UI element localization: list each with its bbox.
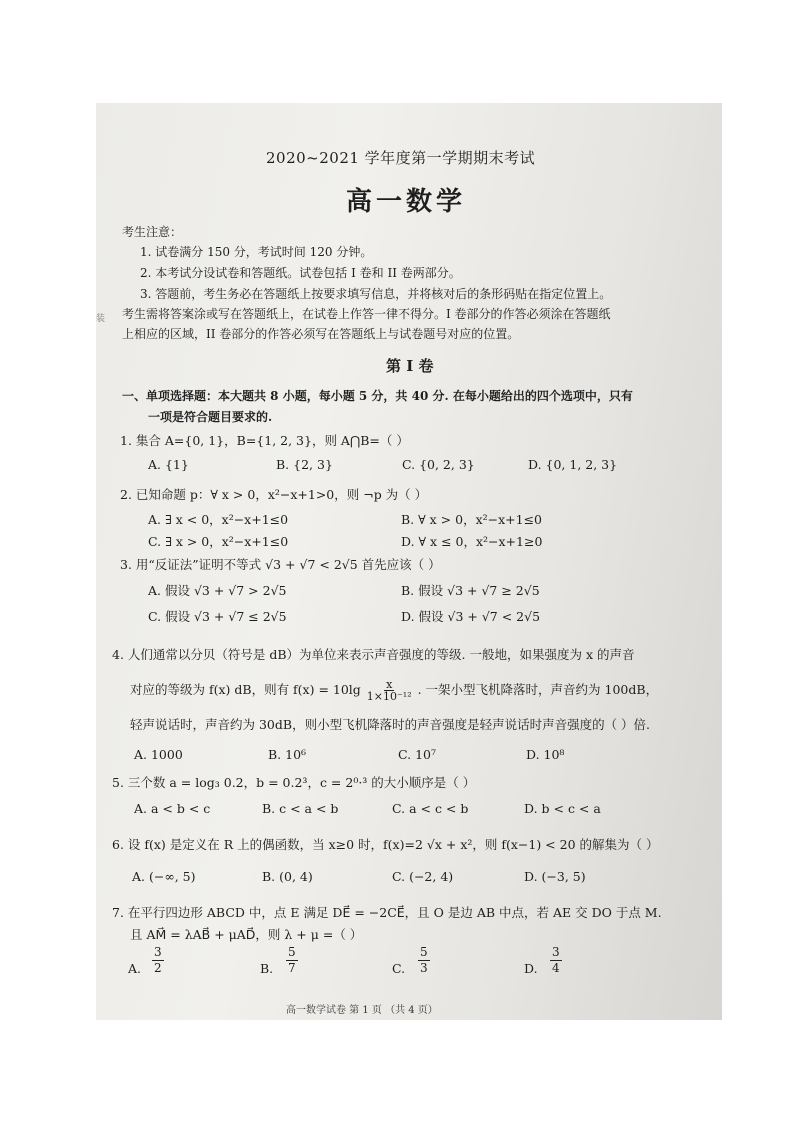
- q7-option-b-value: [286, 945, 298, 976]
- q4-fraction-denominator: 1×10⁻¹²: [366, 690, 412, 703]
- subject-title: 高一数学: [346, 187, 467, 217]
- exam-header: 2020~2021 学年度第一学期期末考试: [266, 149, 536, 167]
- q4-fraction: [365, 679, 414, 702]
- q7-option-c-letter: C.: [392, 961, 406, 976]
- q2-option-b: B. ∀ x > 0，x²−x+1≤0: [401, 512, 543, 527]
- q4-fraction-numerator: x: [386, 678, 393, 691]
- exam-sheet: [96, 103, 722, 1020]
- question-4-line-1: 4. 人们通常以分贝（符号是 dB）为单位来表示声音强度的等级. 一般地，如果强度为 x 的声音: [112, 647, 635, 662]
- q3-option-b: B. 假设 √3 + √7 ≥ 2√5: [401, 583, 540, 598]
- q5-option-a: A. a < b < c: [134, 801, 211, 816]
- question-4-line-3: 轻声说话时，声音约为 30dB，则小型飞机降落时的声音强度是轻声说话时声音强度的（ ）倍.: [130, 717, 651, 732]
- notice-item-2: 2. 本考试分设试卷和答题纸。试卷包括 I 卷和 II 卷两部分。: [140, 266, 461, 280]
- q1-option-d: D. {0, 1, 2, 3}: [528, 457, 618, 472]
- notice-item-3-line-2: 考生需将答案涂或写在答题纸上，在试卷上作答一律不得分。I 卷部分的作答必须涂在答题纸: [122, 307, 611, 321]
- q5-option-c: C. a < c < b: [392, 801, 469, 816]
- margin-mark: 装: [96, 314, 106, 324]
- question-7-line-1: 7. 在平行四边形 ABCD 中，点 E 满足 DE⃗ = −2CE⃗，且 O 是边 AB 中点，若 AE 交 DO 于点 M.: [112, 905, 662, 920]
- q7-d-numerator: 3: [552, 945, 560, 959]
- q4-line-2-part-1: 对应的等级为 f(x) dB，则有 f(x) = 10lg: [130, 682, 365, 697]
- page-footer: 高一数学试卷 第 1 页 （共 4 页）: [286, 1005, 438, 1016]
- q7-option-a-letter: A.: [128, 961, 142, 976]
- q7-a-denominator: 2: [154, 961, 162, 975]
- q6-option-c: C. (−2, 4): [392, 869, 454, 884]
- q3-option-a: A. 假设 √3 + √7 > 2√5: [148, 583, 287, 598]
- q2-option-a: A. ∃ x < 0，x²−x+1≤0: [148, 512, 289, 527]
- q3-option-d: D. 假设 √3 + √7 < 2√5: [401, 609, 541, 624]
- q2-option-c: C. ∃ x > 0，x²−x+1≤0: [148, 534, 289, 549]
- q1-option-c: C. {0, 2, 3}: [402, 457, 475, 472]
- q7-a-numerator: 3: [154, 945, 162, 959]
- notice-item-3-line-3: 上相应的区域，II 卷部分的作答必须写在答题纸上与试卷题号对应的位置。: [122, 327, 520, 341]
- part-instruction-line-1: 一、单项选择题：本大题共 8 小题，每小题 5 分，共 40 分. 在每小题给出的四个选项中，只有: [122, 389, 633, 403]
- question-7-line-2: 且 AM⃗ = λAB⃗ + μAD⃗，则 λ + μ =（ ）: [130, 927, 363, 942]
- q7-option-d-value: [550, 945, 562, 976]
- q5-option-d: D. b < c < a: [524, 801, 601, 816]
- question-6: 6. 设 f(x) 是定义在 R 上的偶函数，当 x≥0 时，f(x)=2 √x + x²，则 f(x−1) < 20 的解集为（ ）: [112, 837, 659, 852]
- q7-option-b-letter: B.: [260, 961, 274, 976]
- q1-option-b: B. {2, 3}: [276, 457, 333, 472]
- q7-option-d-letter: D.: [524, 961, 538, 976]
- q7-b-numerator: 5: [288, 945, 296, 959]
- q7-c-denominator: 3: [420, 961, 428, 975]
- part-instruction-line-2: 一项是符合题目要求的.: [148, 410, 273, 424]
- notice-heading: 考生注意：: [122, 225, 183, 239]
- question-5: 5. 三个数 a = log₃ 0.2，b = 0.2³，c = 2⁰·³ 的大小顺序是（ ）: [112, 775, 476, 790]
- question-4-line-2: [130, 679, 658, 702]
- q4-option-a: A. 1000: [134, 747, 183, 762]
- q7-option-a-value: [152, 945, 164, 976]
- question-3: 3. 用“反证法”证明不等式 √3 + √7 < 2√5 首先应该（ ）: [120, 557, 441, 572]
- section-title: 第 I 卷: [386, 357, 434, 375]
- question-2: 2. 已知命题 p：∀ x > 0，x²−x+1>0，则 ¬p 为（ ）: [120, 487, 428, 502]
- q6-option-b: B. (0, 4): [262, 869, 313, 884]
- q6-option-d: D. (−3, 5): [524, 869, 586, 884]
- q7-b-denominator: 7: [288, 961, 296, 975]
- q3-option-c: C. 假设 √3 + √7 ≤ 2√5: [148, 609, 287, 624]
- q7-c-numerator: 5: [420, 945, 428, 959]
- q1-option-a: A. {1}: [148, 457, 189, 472]
- q4-line-2-part-2: . 一架小型飞机降落时，声音约为 100dB，: [413, 682, 659, 697]
- q6-option-a: A. (−∞, 5): [132, 869, 196, 884]
- question-1: 1. 集合 A={0, 1}，B={1, 2, 3}，则 A⋂B=（ ）: [120, 433, 409, 448]
- notice-item-3-line-1: 3. 答题前，考生务必在答题纸上按要求填写信息，并将核对后的条形码贴在指定位置上。: [140, 287, 612, 301]
- q4-option-d: D. 10⁸: [526, 747, 565, 762]
- q5-option-b: B. c < a < b: [262, 801, 339, 816]
- q7-d-denominator: 4: [552, 961, 560, 975]
- q4-option-c: C. 10⁷: [398, 747, 436, 762]
- q4-option-b: B. 10⁶: [268, 747, 307, 762]
- q2-option-d: D. ∀ x ≤ 0，x²−x+1≥0: [401, 534, 543, 549]
- notice-item-1: 1. 试卷满分 150 分，考试时间 120 分钟。: [140, 245, 373, 259]
- q7-option-c-value: [418, 945, 430, 976]
